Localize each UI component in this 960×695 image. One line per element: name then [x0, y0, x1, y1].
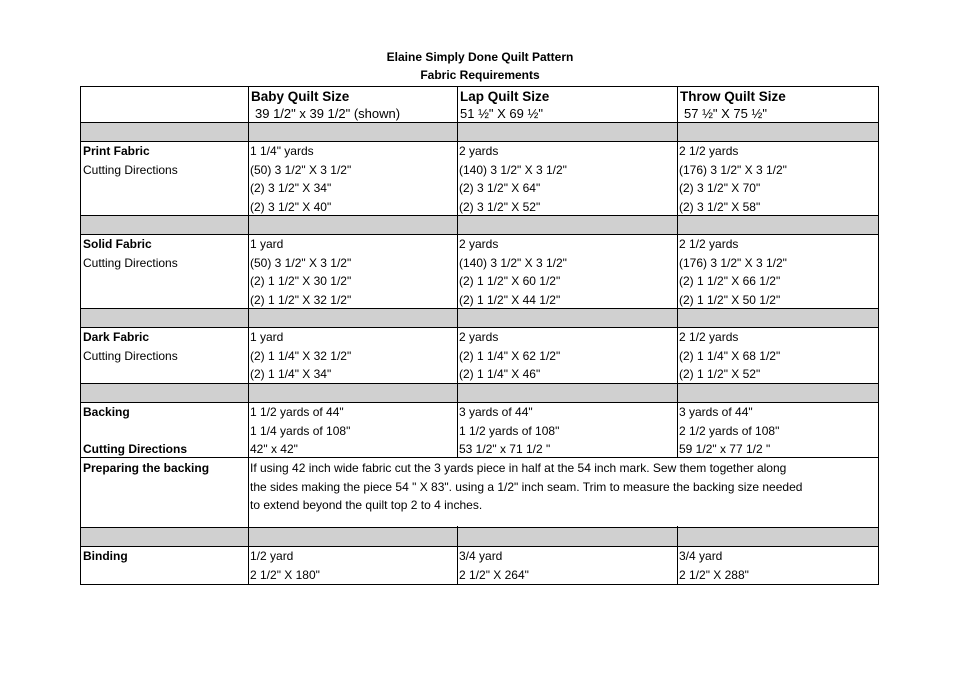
lap-size-title: Lap Quilt Size — [460, 89, 550, 104]
binding-baby-line: 2 1/2" X 180" — [250, 567, 320, 582]
print-throw-cell — [679, 142, 787, 216]
backing-lap-line: 3 yards of 44" — [459, 405, 533, 419]
dark-throw-cell — [679, 328, 780, 384]
print-lap-cell — [459, 142, 567, 216]
lap-size-dims: 51 ½" X 69 ½" — [460, 106, 543, 121]
solid-baby-line: (2) 1 1/2" X 32 1/2" — [250, 292, 352, 307]
baby-size-dims: 39 1/2" x 39 1/2" (shown) — [255, 106, 401, 121]
backing-throw-line: 2 1/2 yards of 108" — [679, 423, 780, 438]
print-throw-line: (2) 3 1/2" X 70" — [679, 181, 761, 195]
baby-size-title: Baby Quilt Size — [251, 89, 350, 104]
separator-band — [81, 308, 878, 328]
dark-baby-line: 1 yard — [250, 330, 284, 344]
backing-lap-line: 1 1/2 yards of 108" — [459, 423, 560, 438]
dark-throw-line: (2) 1 1/2" X 52" — [679, 367, 761, 381]
print-baby-line: 1 1/4" yards — [250, 144, 314, 158]
prep-text-line: If using 42 inch wide fabric cut the 3 yards piece in half at the 54 inch mark. Sew them together along — [250, 461, 787, 475]
backing-cutting-label: Cutting Directions — [83, 442, 187, 456]
solid-section-labels — [83, 235, 178, 272]
print-cutting-label: Cutting Directions — [83, 162, 178, 177]
backing-baby-line: 1 1/4 yards of 108" — [250, 423, 351, 438]
dark-cutting-label: Cutting Directions — [83, 348, 178, 363]
print-lap-line: (140) 3 1/2" X 3 1/2" — [459, 162, 567, 177]
dark-lap-line: (2) 1 1/4" X 46" — [459, 367, 541, 381]
binding-lap-cell — [459, 547, 529, 584]
dark-lap-cell — [459, 328, 560, 384]
binding-lap-line: 3/4 yard — [459, 549, 503, 563]
binding-throw-cell — [679, 547, 749, 584]
print-throw-line: 2 1/2 yards — [679, 144, 739, 158]
print-throw-line: (2) 3 1/2" X 58" — [679, 199, 761, 214]
solid-cutting-label: Cutting Directions — [83, 255, 178, 270]
fabric-table — [80, 86, 879, 585]
print-baby-cell — [250, 142, 351, 216]
binding-section-labels — [83, 547, 128, 566]
backing-section-labels — [83, 403, 209, 477]
solid-baby-line: (50) 3 1/2" X 3 1/2" — [250, 255, 352, 270]
binding-throw-line: 2 1/2" X 288" — [679, 567, 749, 582]
print-section-labels — [83, 142, 178, 179]
solid-baby-line: (2) 1 1/2" X 30 1/2" — [250, 274, 352, 288]
solid-baby-line: 1 yard — [250, 237, 284, 251]
dark-baby-line: (2) 1 1/4" X 32 1/2" — [250, 348, 352, 363]
dark-lap-line: 2 yards — [459, 330, 499, 344]
backing-throw-cell — [679, 403, 779, 459]
backing-lap-cell — [459, 403, 559, 459]
solid-lap-line: (2) 1 1/2" X 44 1/2" — [459, 292, 561, 307]
backing-throw-line: 59 1/2" x 77 1/2 " — [679, 442, 771, 456]
solid-fabric-label: Solid Fabric — [83, 237, 152, 251]
backing-baby-line: 1 1/2 yards of 44" — [250, 405, 344, 419]
solid-lap-line: 2 yards — [459, 237, 499, 251]
throw-size-title: Throw Quilt Size — [680, 89, 786, 104]
print-lap-line: 2 yards — [459, 144, 499, 158]
backing-baby-cell — [250, 403, 350, 459]
preparing-backing-text — [250, 459, 876, 515]
binding-lap-line: 2 1/2" X 264" — [459, 567, 529, 582]
document-title: Elaine Simply Done Quilt Pattern — [386, 50, 574, 64]
backing-lap-line: 53 1/2" x 71 1/2 " — [459, 442, 551, 456]
solid-throw-line: 2 1/2 yards — [679, 237, 739, 251]
dark-baby-line: (2) 1 1/4" X 34" — [250, 367, 332, 381]
separator-band — [81, 527, 878, 547]
print-baby-line: (50) 3 1/2" X 3 1/2" — [250, 162, 352, 177]
print-throw-line: (176) 3 1/2" X 3 1/2" — [679, 162, 787, 177]
print-fabric-label: Print Fabric — [83, 144, 150, 158]
binding-throw-line: 3/4 yard — [679, 549, 723, 563]
preparing-backing-label: Preparing the backing — [83, 460, 210, 475]
print-baby-line: (2) 3 1/2" X 34" — [250, 181, 332, 195]
print-lap-line: (2) 3 1/2" X 64" — [459, 181, 541, 195]
dark-lap-line: (2) 1 1/4" X 62 1/2" — [459, 348, 561, 363]
backing-label: Backing — [83, 405, 130, 419]
dark-fabric-label: Dark Fabric — [83, 330, 150, 344]
prep-text-line: the sides making the piece 54 " X 83". using a 1/2" inch seam. Trim to measure the backing size needed — [250, 479, 803, 494]
backing-throw-line: 3 yards of 44" — [679, 405, 753, 419]
dark-throw-line: (2) 1 1/4" X 68 1/2" — [679, 348, 781, 363]
dark-throw-line: 2 1/2 yards — [679, 330, 739, 344]
separator-band — [81, 122, 878, 142]
backing-baby-line: 42" x 42" — [250, 442, 298, 456]
solid-baby-cell — [250, 235, 351, 309]
solid-throw-line: (2) 1 1/2" X 50 1/2" — [679, 292, 781, 307]
solid-throw-cell — [679, 235, 787, 309]
binding-baby-line: 1/2 yard — [250, 549, 294, 563]
throw-size-dims: 57 ½" X 75 ½" — [684, 106, 767, 121]
solid-lap-cell — [459, 235, 567, 309]
binding-baby-cell — [250, 547, 320, 584]
solid-throw-line: (176) 3 1/2" X 3 1/2" — [679, 255, 787, 270]
dark-baby-cell — [250, 328, 351, 384]
dark-section-labels — [83, 328, 178, 365]
binding-label: Binding — [83, 549, 128, 563]
prep-text-line: to extend beyond the quilt top 2 to 4 inches. — [250, 498, 483, 512]
separator-band — [81, 215, 878, 235]
print-lap-line: (2) 3 1/2" X 52" — [459, 199, 541, 214]
solid-lap-line: (140) 3 1/2" X 3 1/2" — [459, 255, 567, 270]
solid-lap-line: (2) 1 1/2" X 60 1/2" — [459, 274, 561, 288]
document-subtitle: Fabric Requirements — [420, 68, 540, 82]
separator-band — [81, 383, 878, 403]
print-baby-line: (2) 3 1/2" X 40" — [250, 199, 332, 214]
solid-throw-line: (2) 1 1/2" X 66 1/2" — [679, 274, 781, 288]
